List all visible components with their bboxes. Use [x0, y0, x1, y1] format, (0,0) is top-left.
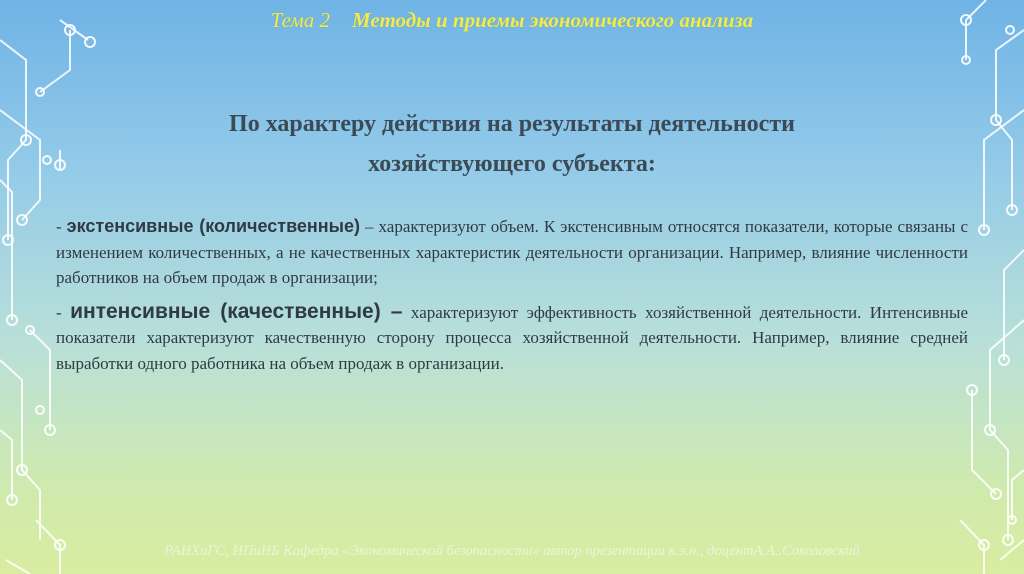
term-extensive: экстенсивные (количественные) — [66, 216, 361, 236]
topic-number: Тема 2 — [270, 8, 331, 32]
paragraph-intensive — [56, 299, 968, 377]
paragraph-text: характеризуют эффективность хозяйственной деятельности. Интенсивные показатели характеризуют качественную сторону процесса хозяйственной деятельности. Например, влияние средней выработки одного работника на объем продаж в организации. — [56, 302, 968, 373]
topic-name: Методы и приемы экономического анализа — [352, 8, 754, 32]
section-heading-line-2: хозяйствующего субъекта: — [368, 151, 656, 177]
paragraph-text: – характеризуют объем. К экстенсивным относятся показатели, которые связаны с изменением количественных, а не качественных характеристик деятельности организации. Например, влияние численности работников на объем продаж в организации; — [56, 217, 969, 287]
term-intensive: интенсивные (качественные) – — [70, 299, 403, 323]
section-heading — [0, 104, 1024, 184]
paragraph-prefix: - — [56, 217, 67, 236]
topic-title — [0, 8, 1024, 33]
paragraph-prefix: - — [56, 302, 71, 322]
footer-author: РАНХиГС, ИПиНБ Кафедра «Экономической безопасности» автор презентации к.э.н., доцентА.А..Соколовский — [164, 543, 860, 559]
section-heading-line-1: По характеру действия на результаты деятельности — [229, 111, 795, 137]
body-text — [56, 214, 968, 384]
paragraph-extensive — [56, 214, 968, 291]
